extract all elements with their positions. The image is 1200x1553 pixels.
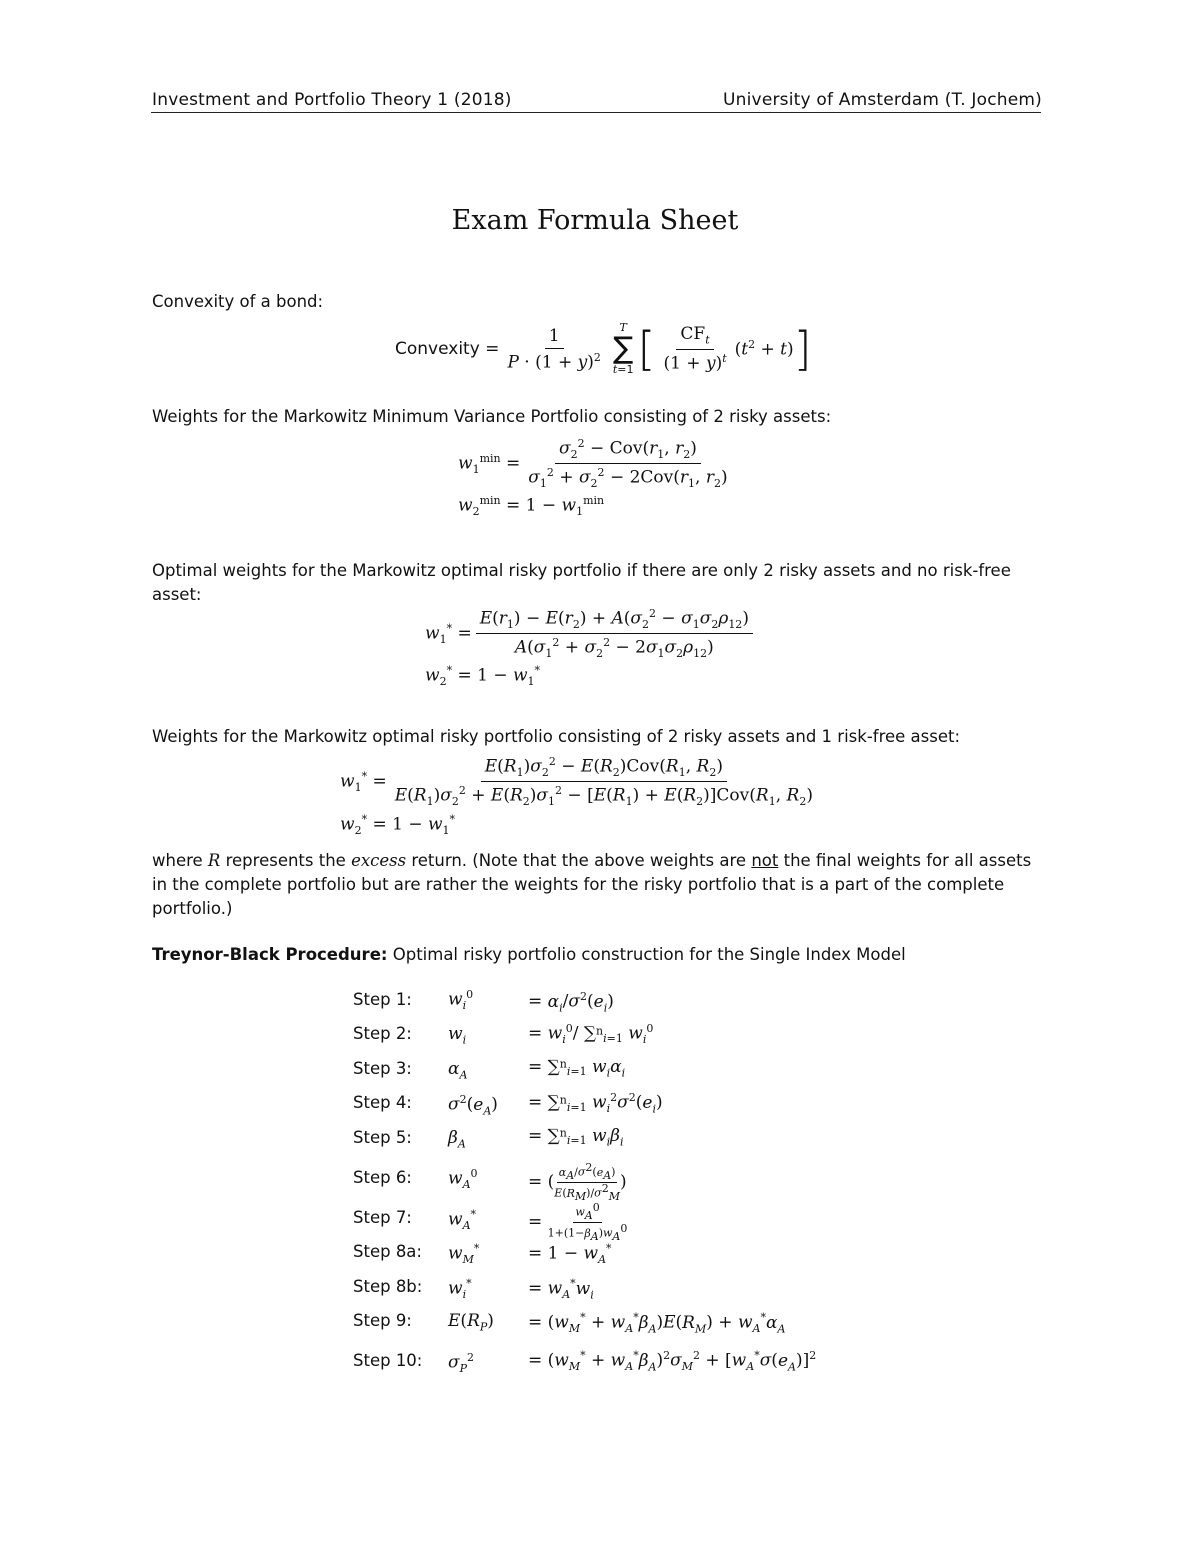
treynor-black-heading: Treynor-Black Procedure: Optimal risky portfolio construction for the Single Index Model	[152, 945, 906, 964]
step-formula-lhs: $\beta_A$	[448, 1128, 466, 1151]
step-formula-rhs: = ∑$^n_{i=1}$ $w_i\beta_i$	[528, 1126, 624, 1149]
step-label: Step 2:	[353, 1024, 412, 1043]
step-label: Step 6:	[353, 1168, 412, 1187]
step-label: Step 1:	[353, 990, 412, 1009]
step-label: Step 7:	[353, 1208, 412, 1227]
step-formula-rhs: = ( $\frac{\alpha_A/\sigma^2(e_A)}{E(R_M)/\sigma^2_M}$ )	[528, 1161, 627, 1203]
step-formula-lhs: $\alpha_A$	[448, 1059, 468, 1082]
step-formula-rhs: = $w_A^*w_i$	[528, 1277, 594, 1302]
step-formula-rhs: = $\frac{w_A^0}{1+(1-\beta_A)w_A^0}$	[528, 1201, 628, 1243]
header-rule	[151, 112, 1041, 113]
step-formula-rhs: = $(w_M^* + w_A^*\beta_A)^2\sigma_M^2 + [w_A^*\sigma(e_A)]^2$	[528, 1349, 817, 1374]
step-formula-lhs: $w_i$	[448, 1024, 467, 1047]
min-var-w2-formula: $w_2^{min} = 1 - w_1^{min}$	[458, 494, 605, 519]
step-formula-rhs: = $\alpha_i/\sigma^2(e_i)$	[528, 990, 614, 1015]
opt-no-rf-label: Optimal weights for the Markowitz optimal risky portfolio if there are only 2 risky assets and no risk-free asset:	[152, 561, 1011, 604]
opt-rf-label: Weights for the Markowitz optimal risky portfolio consisting of 2 risky assets and 1 risk-free asset:	[152, 727, 961, 746]
step-formula-lhs: $w_M^*$	[448, 1242, 480, 1267]
min-var-label: Weights for the Markowitz Minimum Variance Portfolio consisting of 2 risky assets:	[152, 407, 832, 426]
convexity-label: Convexity of a bond:	[152, 292, 324, 311]
step-label: Step 5:	[353, 1128, 412, 1147]
opt-rf-w1-formula: $w_1^*$ = $\frac{E(R_1)\sigma_2^2 - E(R_2)Cov(R_1, R_2)}{E(R_1)\sigma_2^2 + E(R_2)\sigma_1^2 - [E(R_1) + E(R_2)]Cov(R_1, R_2)}$	[340, 755, 813, 809]
step-formula-lhs: $\sigma_P^2$	[448, 1351, 475, 1376]
convexity-lhs: Convexity =	[395, 339, 500, 359]
step-label: Step 9:	[353, 1311, 412, 1330]
step-label: Step 4:	[353, 1093, 412, 1112]
opt-no-rf-w2-formula: $w_2^* = 1 - w_1^*$	[425, 664, 541, 689]
step-formula-rhs: = $w_i^0/$ ∑$^n_{i=1}$ $w_i^0$	[528, 1022, 654, 1047]
convexity-formula: Convexity = $\frac{1}{P \cdot (1 + y)^2}$ T ∑ t=1 [ $\frac{CF_t}{(1 + y)^t}$ $(t^2 + t)$ ]	[395, 321, 812, 376]
step-formula-lhs: $\sigma^2(e_A)$	[448, 1093, 498, 1118]
page-title: Exam Formula Sheet	[451, 205, 739, 236]
step-formula-rhs: = ∑$^n_{i=1}$ $w_i\alpha_i$	[528, 1057, 626, 1080]
step-formula-lhs: $w_A^0$	[448, 1167, 478, 1192]
step-formula-lhs: $E(R_P)$	[448, 1311, 494, 1334]
step-label: Step 8b:	[353, 1277, 423, 1296]
opt-rf-w2-formula: $w_2^* = 1 - w_1^*$	[340, 813, 456, 838]
opt-no-rf-w1-formula: $w_1^*$ = $\frac{E(r_1) - E(r_2) + A(\sigma_2^2 - \sigma_1\sigma_2\rho_{12})}{A(\sigma_1^2 + \sigma_2^2 - 2\sigma_1\sigma_2\rho_{12})}$	[425, 607, 757, 660]
header-institution: University of Amsterdam (T. Jochem)	[723, 90, 1042, 110]
step-label: Step 8a:	[353, 1242, 422, 1261]
step-formula-rhs: = $(w_M^* + w_A^*\beta_A)E(R_M) + w_A^*\alpha_A$	[528, 1311, 786, 1336]
step-label: Step 3:	[353, 1059, 412, 1078]
min-var-w1-formula: $w_1^{min}$ = $\frac{\sigma_2^2 - Cov(r_1, r_2)}{\sigma_1^2 + \sigma_2^2 - 2Cov(r_1, r_2)}$	[458, 437, 728, 491]
step-formula-lhs: $w_A^*$	[448, 1208, 477, 1233]
step-formula-lhs: $w_i^*$	[448, 1277, 472, 1302]
step-formula-rhs: = ∑$^n_{i=1}$ $w_i^2\sigma^2(e_i)$	[528, 1091, 663, 1116]
excess-return-note: where R represents the excess return. (Note that the above weights are not the final weights for all assets in the complete portfolio but are rather the weights for the risky portfolio that is a part of the complete portfolio.)	[152, 851, 1032, 918]
step-formula-rhs: = $1 - w_A^*$	[528, 1242, 612, 1267]
step-label: Step 10:	[353, 1351, 423, 1370]
header-course: Investment and Portfolio Theory 1 (2018)	[152, 90, 512, 110]
step-formula-lhs: $w_i^0$	[448, 988, 474, 1013]
